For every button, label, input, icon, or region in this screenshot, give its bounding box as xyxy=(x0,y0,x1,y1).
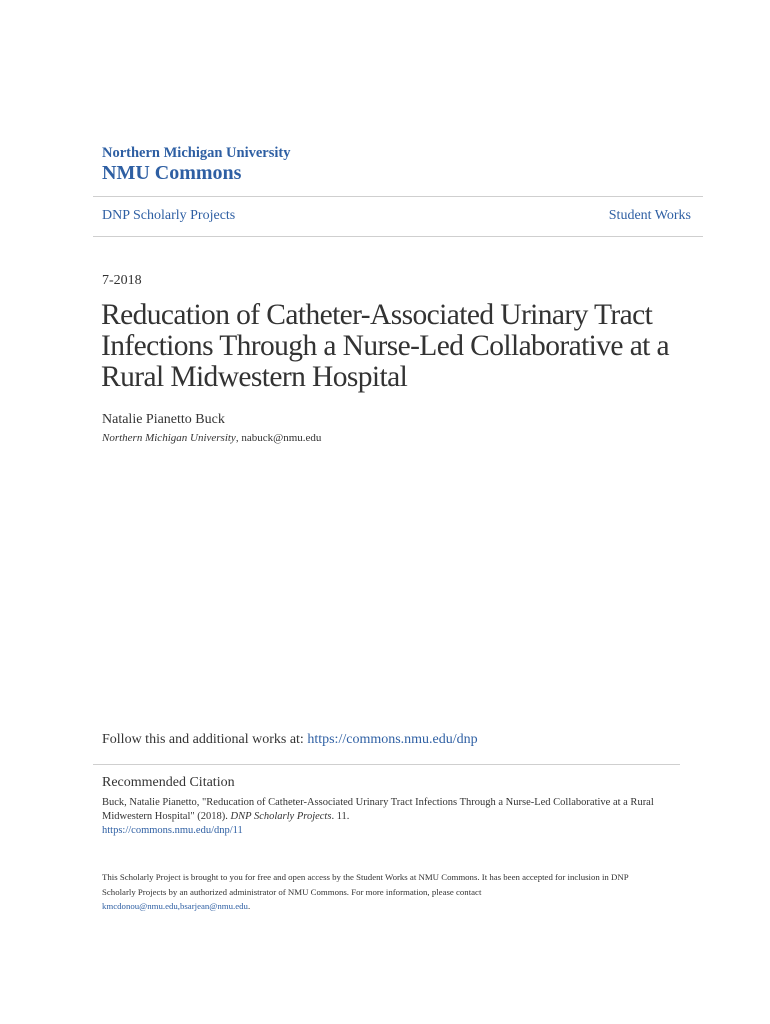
repository-name[interactable]: NMU Commons xyxy=(102,162,242,184)
citation-text-line1: Buck, Natalie Pianetto, "Reducation of Catheter-Associated Urinary Tract Infections Through a Nurse-Led Collaborative at a Rural xyxy=(102,797,654,808)
citation-heading: Recommended Citation xyxy=(102,775,235,790)
follow-line xyxy=(102,732,478,748)
notice-line2: Scholarly Projects by an authorized administrator of NMU Commons. For more information, please contact xyxy=(102,886,482,897)
title-line: Reducation of Catheter-Associated Urinary Tract xyxy=(101,299,653,331)
collection-link[interactable]: DNP Scholarly Projects xyxy=(102,208,236,223)
affiliation-institution: Northern Michigan University xyxy=(102,432,236,444)
title-line: Infections Through a Nurse-Led Collaborative at a xyxy=(101,330,670,362)
divider-top xyxy=(93,196,703,197)
access-notice xyxy=(102,870,702,914)
notice-period: . xyxy=(247,901,251,911)
author-affiliation xyxy=(102,432,321,444)
student-works-link[interactable]: Student Works xyxy=(608,208,691,223)
divider-bottom xyxy=(93,236,703,237)
citation-text-line2: Midwestern Hospital" (2018). xyxy=(102,811,231,822)
title-line: Rural Midwestern Hospital xyxy=(101,361,408,393)
citation-url-link[interactable]: https://commons.nmu.edu/dnp/11 xyxy=(102,825,243,836)
contact-email-link[interactable]: kmcdonou@nmu.edu,bsarjean@nmu.edu xyxy=(102,901,248,911)
notice-line1: This Scholarly Project is brought to you for free and open access by the Student Works at NMU Commons. It has been accepted for inclusion in DNP xyxy=(102,872,629,882)
citation-series: DNP Scholarly Projects xyxy=(230,811,332,822)
author-name: Natalie Pianetto Buck xyxy=(102,412,225,427)
publication-date: 7-2018 xyxy=(102,273,142,288)
follow-url-link[interactable]: https://commons.nmu.edu/dnp xyxy=(307,732,478,747)
citation-number: . 11. xyxy=(331,811,350,822)
affiliation-email: , nabuck@nmu.edu xyxy=(235,432,322,444)
paper-title xyxy=(101,300,701,393)
divider-citation xyxy=(93,764,680,765)
follow-text: Follow this and additional works at: xyxy=(102,732,308,747)
citation-body xyxy=(102,796,682,838)
institution-name[interactable]: Northern Michigan University xyxy=(102,145,291,161)
